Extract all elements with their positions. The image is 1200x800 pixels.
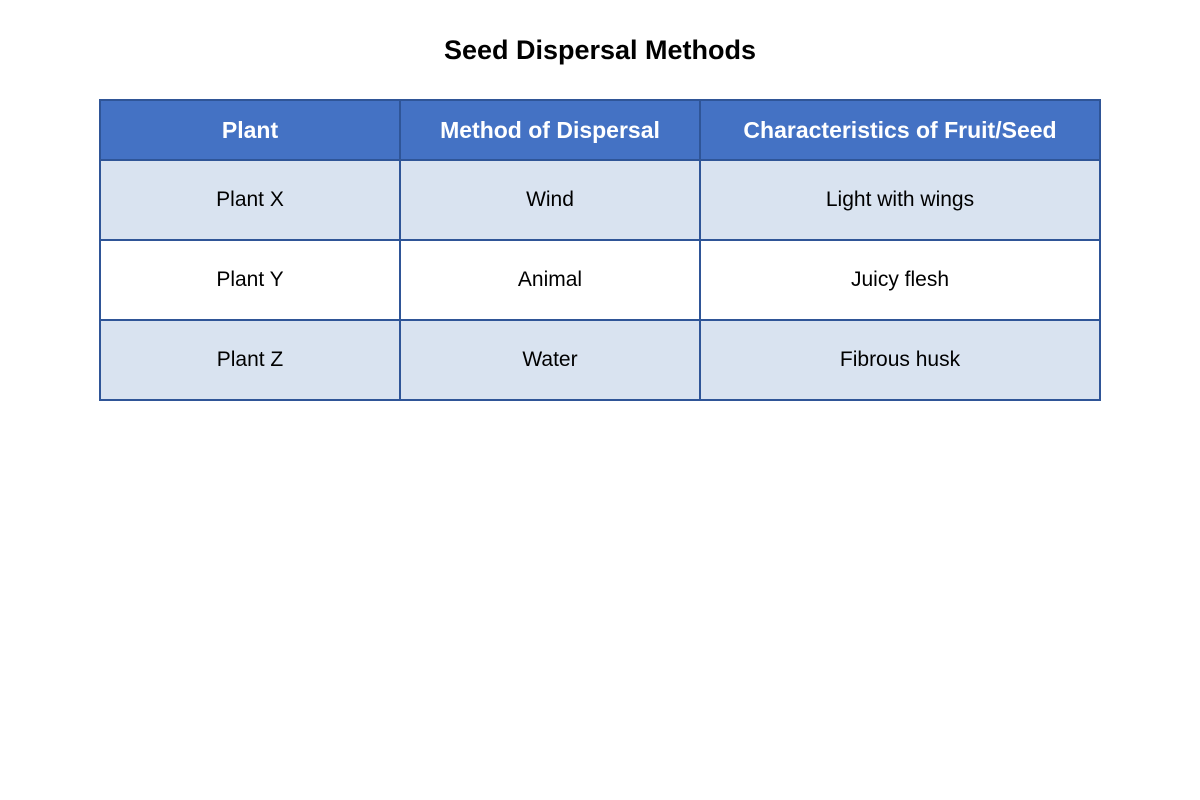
cell-method: Animal	[401, 241, 701, 319]
page-title: Seed Dispersal Methods	[443, 35, 757, 65]
cell-method: Wind	[401, 161, 701, 239]
cell-characteristics: Fibrous husk	[839, 348, 961, 371]
cell-characteristics: Juicy flesh	[850, 268, 950, 291]
cell-plant: Plant X	[101, 161, 401, 239]
header-method-of-dispersal: Method of Dispersal	[401, 101, 701, 159]
header-characteristics: Characteristics of Fruit/Seed	[743, 116, 1057, 143]
seed-dispersal-table	[99, 99, 1101, 401]
cell-method: Water	[401, 321, 701, 399]
cell-characteristics: Light with wings	[825, 188, 975, 211]
table-row	[101, 321, 1099, 399]
table-row	[101, 241, 1099, 321]
cell-plant: Plant Z	[101, 321, 401, 399]
table-header-row	[101, 101, 1099, 161]
table-row	[101, 161, 1099, 241]
cell-plant: Plant Y	[101, 241, 401, 319]
header-plant: Plant	[101, 101, 401, 159]
